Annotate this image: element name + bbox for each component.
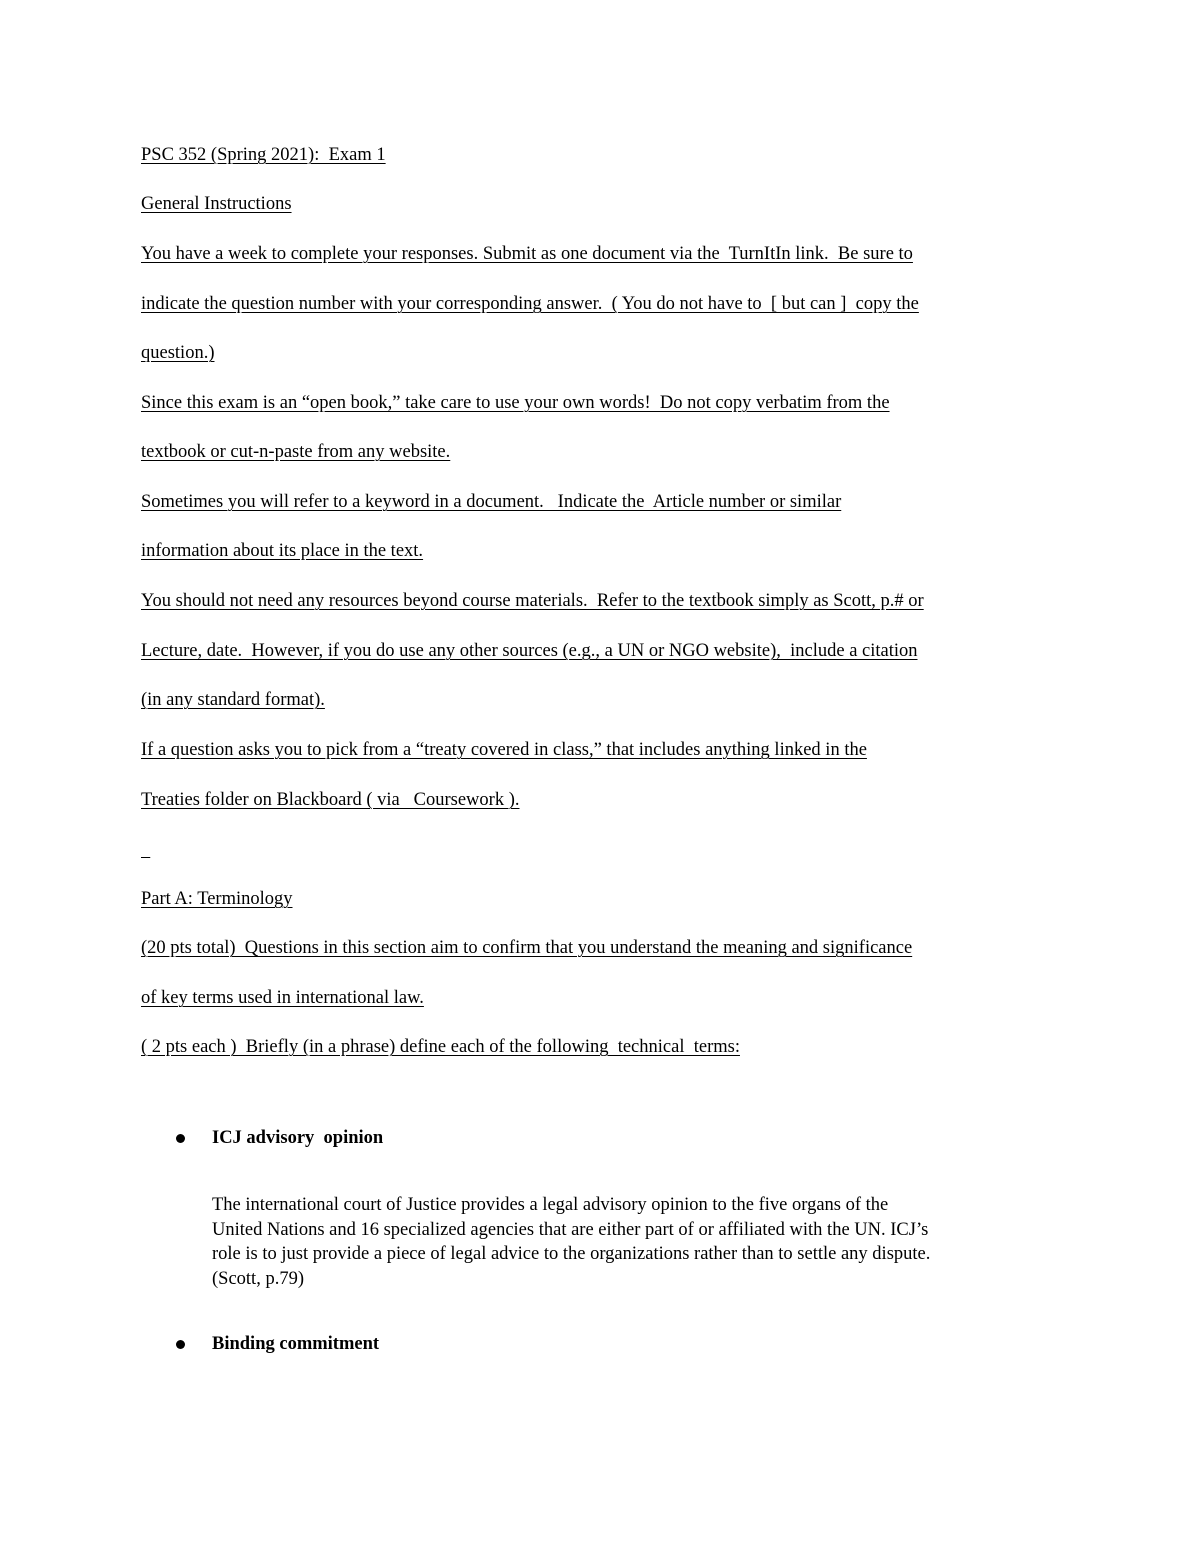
blank-underlined-line [141, 838, 150, 860]
part-a-line: of key terms used in international law. [141, 988, 424, 1008]
instruction-line: Since this exam is an “open book,” take care to use your own words! Do not copy verbatim from the [141, 393, 890, 413]
instruction-line: question.) [141, 343, 215, 363]
term-heading: Binding commitment [212, 1334, 380, 1354]
instruction-line: You should not need any resources beyond course materials. Refer to the textbook simply as Scott, p.# or [141, 591, 924, 611]
term-heading: ICJ advisory opinion [212, 1128, 384, 1148]
answer-line: (Scott, p.79) [212, 1268, 304, 1289]
instruction-line: Sometimes you will refer to a keyword in a document. Indicate the Article number or similar [141, 492, 842, 512]
instruction-line: indicate the question number with your corresponding answer. ( You do not have to [ but can ] copy the [141, 294, 919, 314]
part-a-line: (20 pts total) Questions in this section aim to confirm that you understand the meaning and significance [141, 938, 913, 958]
instruction-line: textbook or cut-n-paste from any website. [141, 442, 451, 462]
instruction-line: Treaties folder on Blackboard ( via Coursework ). [141, 790, 520, 810]
instruction-line: (in any standard format). [141, 690, 325, 710]
bullet-icon [176, 1340, 185, 1349]
instruction-line: If a question asks you to pick from a “treaty covered in class,” that includes anything linked in the [141, 740, 867, 760]
bullet-icon [176, 1134, 185, 1143]
answer-line: The international court of Justice provides a legal advisory opinion to the five organs of the [212, 1195, 889, 1215]
term-answer [212, 1193, 1062, 1291]
part-a-heading: Part A: Terminology [141, 889, 293, 909]
part-a-line: ( 2 pts each ) Briefly (in a phrase) define each of the following technical terms: [141, 1037, 740, 1057]
instruction-line: information about its place in the text. [141, 541, 424, 561]
exam-title: PSC 352 (Spring 2021): Exam 1 [141, 145, 386, 165]
answer-line: United Nations and 16 specialized agencies that are either part of or affiliated with the UN. ICJ’s [212, 1219, 929, 1240]
instructions-heading: General Instructions [141, 194, 292, 214]
answer-line: role is to just provide a piece of legal advice to the organizations rather than to settle any dispute. [212, 1244, 931, 1264]
instruction-line: You have a week to complete your responses. Submit as one document via the TurnItIn link. Be sure to [141, 244, 913, 264]
instruction-line: Lecture, date. However, if you do use any other sources (e.g., a UN or NGO website), include a citation [141, 641, 918, 661]
